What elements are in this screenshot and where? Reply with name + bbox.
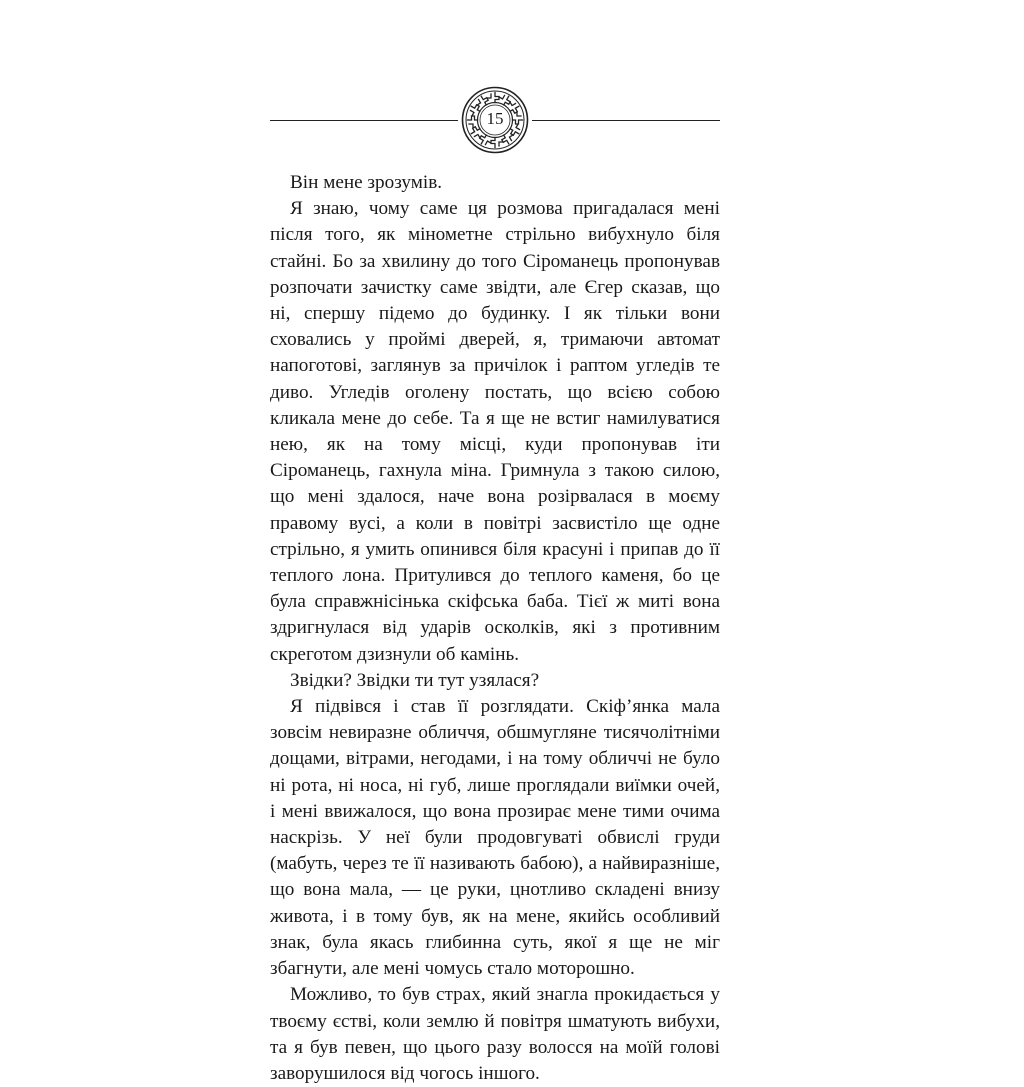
header-rule-right <box>532 120 720 121</box>
paragraph: Він мене зрозумів. <box>290 172 443 193</box>
paragraph: Я підвівся і став її розглядати. Скіф’янка мала зовсім невиразне обличчя, обшмугляне тисячолітніми дощами, вітрами, негодами, і на тому обличчі не було ні рота, ні носа, ні губ, лише проглядали виїмки очей, і мені ввижалося, що вона прозирає мене тими очима наскрізь. У неї були продовгуваті обвислі груди (мабуть, через те її називають бабою), а найвиразніше, що вона мала, — це руки, цнотливо складені внизу живота, і в тому був, як на мене, якийсь особливий знак, була якась глибинна суть, якої я ще не міг збагнути, але мені чомусь стало моторошно. <box>270 696 720 980</box>
header-rule-left <box>270 120 458 121</box>
paragraph: Звідки? Звідки ти тут узялася? <box>290 669 540 691</box>
paragraph: Можливо, то був страх, який знагла прокидається у твоєму єстві, коли землю й повітря шматують вибухи, та я був певен, що цього разу волосся на моїй голові заворушилося від чогось іншого. <box>270 984 720 1084</box>
page-number: 15 <box>486 109 504 128</box>
page-header <box>270 86 720 156</box>
paragraph: Я знаю, чому саме ця розмова пригадалася мені після того, як мінометне стрільно вибухнуло біля стайні. Бо за хвилину до того Сіроманець пропонував розпочати зачистку саме звідти, але Єгер сказав, що ні, спершу підемо до будинку. І як тільки вони сховались у проймі дверей, я, тримаючи автомат напоготові, заглянув за причілок і раптом угледів те диво. Угледів оголену постать, що всією собою кликала мене до себе. Та я ще не встиг намилуватися нею, як на тому місці, куди пропонував іти Сіроманець, гахнула міна. Гримнула з такою силою, що мені здалося, наче вона розірвалася в моєму правому вусі, а коли в повітрі засвистіло ще одне стрільно, я умить опинився біля красуні і припав до її теплого лона. Притулився до теплого каменя, бо це була справжнісінька скіфська баба. Тієї ж миті вона здригнулася від ударів осколків, які з противним скреготом дзизнули об камінь. <box>270 198 720 665</box>
body-text <box>270 170 720 1087</box>
